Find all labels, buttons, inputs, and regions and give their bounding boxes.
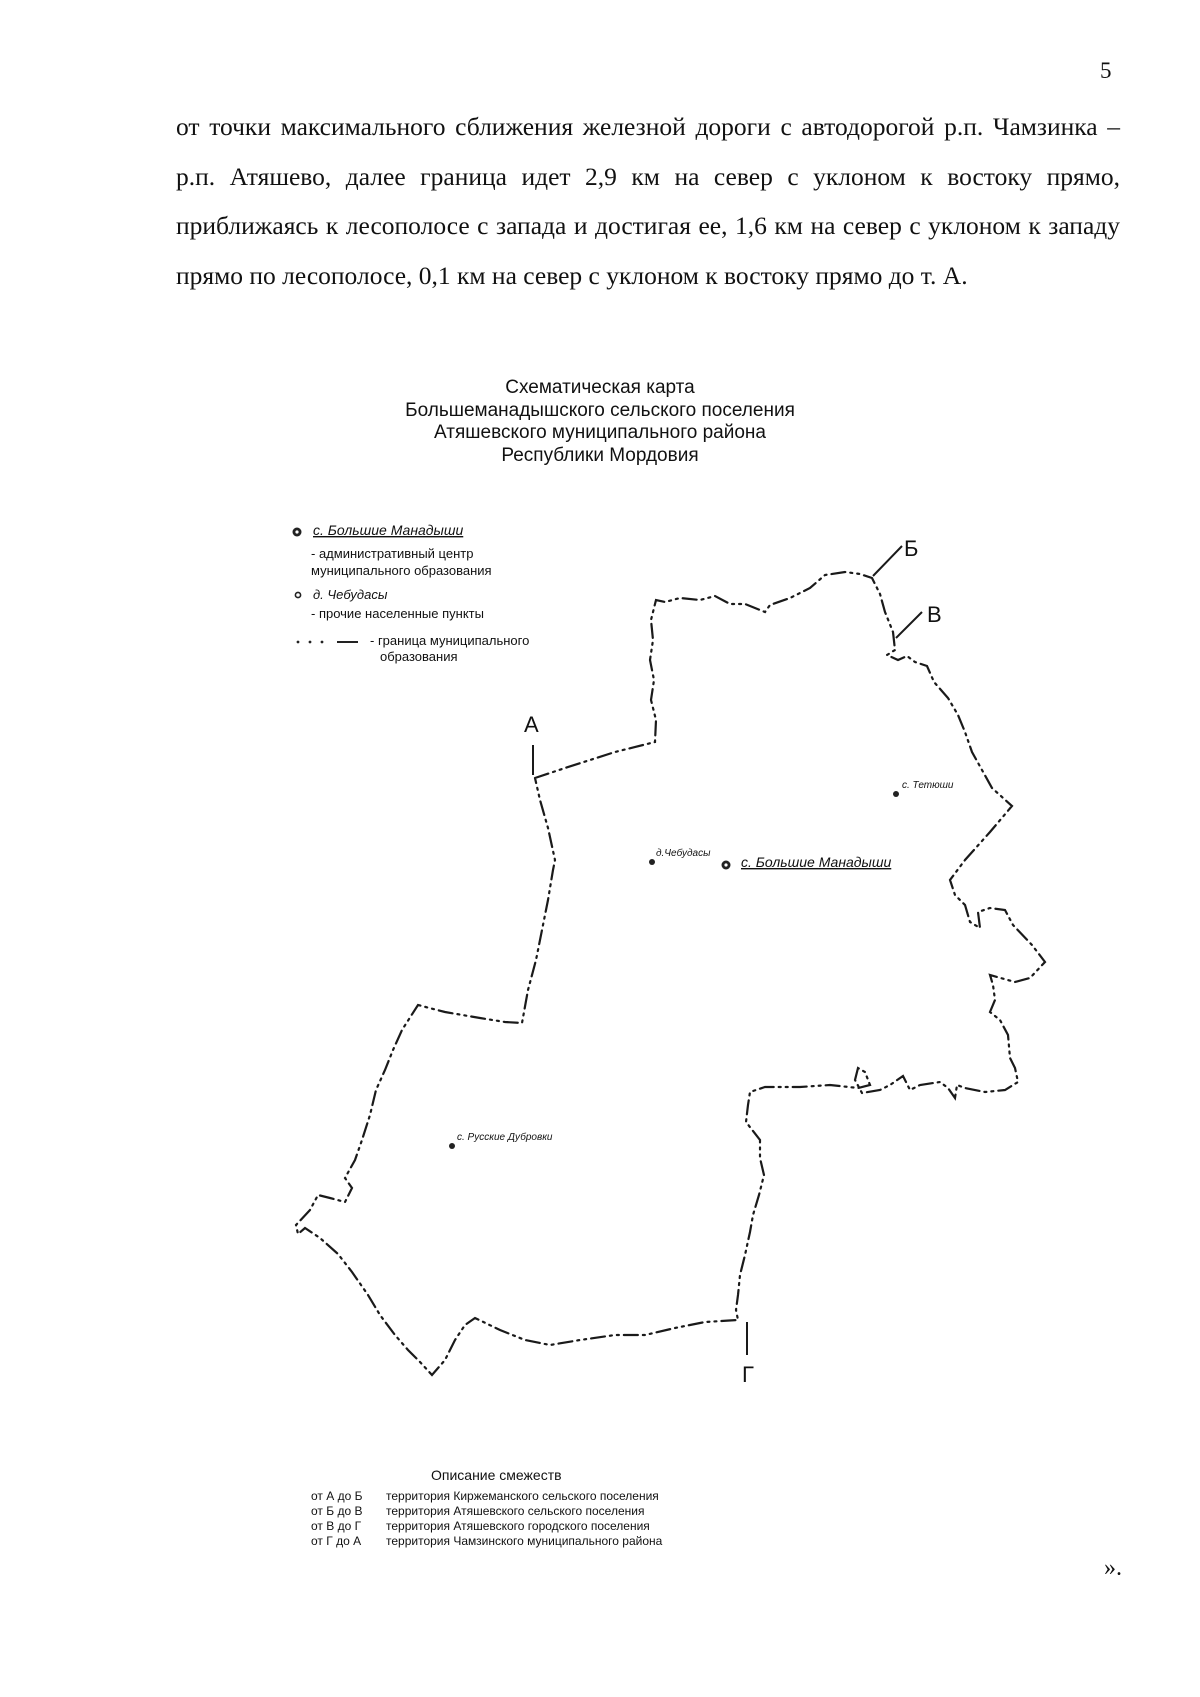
map-legend bbox=[293, 522, 530, 664]
legend-admin-center-name: с. Большие Манадыши bbox=[313, 522, 464, 538]
point-v-label: В bbox=[927, 602, 942, 627]
map-title-line-1: Схематическая карта bbox=[505, 377, 695, 398]
settlement-marker-icon bbox=[893, 791, 899, 797]
settlement-chebudasy-label: д.Чебудасы bbox=[656, 848, 711, 859]
adjacency-row-desc: территория Атяшевского сельского поселения bbox=[386, 1504, 645, 1518]
adjacency-description bbox=[311, 1467, 663, 1548]
adjacency-row-range: от В до Г bbox=[311, 1519, 362, 1533]
boundary-symbol-icon bbox=[297, 641, 358, 644]
legend-other-desc: - прочие населенные пункты bbox=[311, 606, 484, 621]
legend-boundary-desc-2: образования bbox=[380, 649, 458, 664]
admin-center-marker-dot bbox=[295, 530, 298, 533]
municipal-boundary bbox=[296, 572, 1045, 1375]
point-b-leader bbox=[873, 546, 902, 576]
point-b-label: Б bbox=[904, 536, 919, 561]
point-v-leader bbox=[896, 612, 922, 638]
other-settlement-marker-icon bbox=[295, 592, 300, 597]
settlement-marker-icon bbox=[649, 859, 655, 865]
legend-admin-center-desc-2: муниципального образования bbox=[311, 563, 492, 578]
adjacency-row-range: от Г до А bbox=[311, 1534, 362, 1548]
adjacency-row-range: от А до Б bbox=[311, 1489, 363, 1503]
intro-paragraph: от точки максимального сближения железной дороги с автодорогой р.п. Чамзинка – р.п. Атяшево, далее граница идет 2,9 км на север с уклоном к востоку прямо, приближаясь к лесополосе с запада и достигая ее, 1,6 км на север с уклоном к западу прямо по лесополосе, 0,1 км на север с уклоном к востоку прямо до т. А. bbox=[176, 112, 1120, 290]
map-title-line-4: Республики Мордовия bbox=[501, 444, 699, 466]
closing-quote: ». bbox=[1104, 1555, 1122, 1581]
adjacency-row-desc: территория Атяшевского городского поселения bbox=[386, 1519, 650, 1533]
adjacency-row-desc: территория Чамзинского муниципального района bbox=[386, 1534, 663, 1548]
legend-boundary-desc-1: - граница муниципального bbox=[370, 633, 530, 648]
legend-other-name: д. Чебудасы bbox=[313, 587, 388, 602]
point-a-label: А bbox=[524, 712, 539, 737]
map-title-line-3: Атяшевского муниципального района bbox=[434, 422, 766, 443]
point-g-label: Г bbox=[742, 1362, 754, 1387]
settlement-bolshie-manadyshi-label: с. Большие Манадыши bbox=[741, 854, 892, 870]
adjacency-title: Описание смежеств bbox=[431, 1467, 562, 1483]
settlement-marker-icon bbox=[449, 1143, 455, 1149]
admin-center-icon-dot bbox=[724, 863, 727, 866]
legend-admin-center-desc-1: - административный центр bbox=[311, 546, 474, 561]
page-number: 5 bbox=[1100, 58, 1112, 83]
map-title-line-2: Большеманадышского сельского поселения bbox=[405, 399, 795, 421]
settlement-russkie-dubrovki-label: с. Русские Дубровки bbox=[457, 1132, 553, 1143]
adjacency-row-range: от Б до В bbox=[311, 1504, 363, 1518]
settlement-tetyushi-label: с. Тетюши bbox=[902, 780, 954, 791]
adjacency-row-desc: территория Киржеманского сельского поселения bbox=[386, 1489, 659, 1503]
